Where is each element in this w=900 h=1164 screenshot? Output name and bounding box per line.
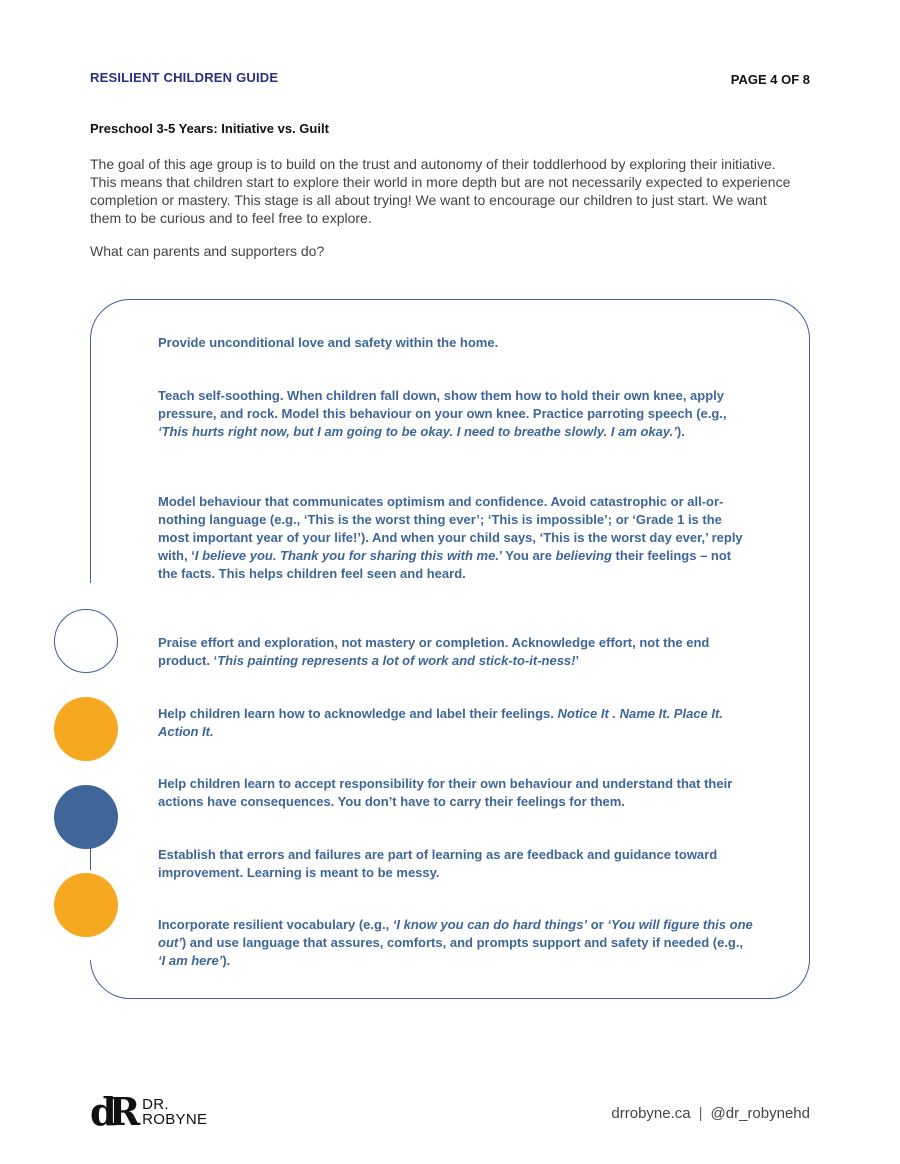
tip-text: ’ [575, 653, 580, 668]
tip-item [158, 916, 753, 970]
tip-italic-text: ‘I am here’ [158, 953, 223, 968]
tip-italic-text: ‘I know you can do hard things’ [392, 917, 588, 932]
decorative-circle-blue [54, 785, 118, 849]
decorative-circle-yellow [54, 873, 118, 937]
footer-contact [611, 1105, 810, 1122]
decorative-circle-yellow [54, 697, 118, 761]
tip-item [158, 705, 753, 741]
tip-item [158, 775, 753, 811]
tip-text: ). [222, 953, 231, 968]
tip-text: Provide unconditional love and safety within the home. [158, 335, 499, 350]
tip-text: ) and use language that assures, comforts, and prompts support and safety if needed (e.g., [181, 935, 744, 950]
tip-text: Model behaviour that communicates optimism and confidence. Avoid catastrophic or all-or-nothing language (e.g., ‘This is the worst thing ever’; ‘This is impossible’; or ‘Grade 1 is the most important year of your life!’). And when your child says, ‘This is the worst day ever,’ reply with, ‘ [158, 494, 743, 563]
website-link[interactable]: drrobyne.ca [611, 1105, 691, 1122]
tip-text: Establish that errors and failures are part of learning as are feedback and guidance toward improvement. Learning is meant to be messy. [158, 847, 718, 880]
tip-italic-text: ‘You will figure this one out’ [158, 917, 753, 950]
tip-text: ). [676, 424, 685, 439]
tip-text: Help children learn how to acknowledge and label their feelings. [158, 706, 558, 721]
tip-item [158, 846, 753, 882]
decorative-circle-outline [54, 609, 118, 673]
logo-wordmark [142, 1097, 207, 1127]
tip-text: Help children learn to accept responsibility for their own behaviour and understand that their actions have consequences. You don’t have to carry their feelings for them. [158, 776, 733, 809]
tip-italic-text: This painting represents a lot of work and stick-to-it-ness! [217, 653, 576, 668]
tip-italic-text: believing [555, 548, 612, 563]
tip-text: Teach self-soothing. When children fall down, show them how to hold their own knee, apply pressure, and rock. Model this behaviour on your own knee. Practice parroting speech (e.g., [158, 388, 727, 421]
tip-item [158, 334, 753, 352]
tip-item [158, 493, 753, 583]
tip-text: Incorporate resilient vocabulary (e.g., [158, 917, 393, 932]
page-number: PAGE 4 OF 8 [730, 72, 810, 87]
footer-separator: | [698, 1105, 703, 1122]
tip-italic-text: Notice It . Name It. Place It. Action It. [158, 706, 723, 739]
social-handle[interactable]: @dr_robynehd [710, 1105, 810, 1122]
logo-line-1: DR. [142, 1096, 169, 1113]
tip-text: Praise effort and exploration, not mastery or completion. Acknowledge effort, not the end product. ‘ [158, 635, 710, 668]
tip-text: ’ You are [498, 548, 556, 563]
tip-item [158, 387, 753, 441]
logo-mark: dR [90, 1089, 133, 1134]
section-heading: Preschool 3-5 Years: Initiative vs. Guilt [90, 121, 329, 136]
logo-line-2: ROBYNE [142, 1111, 208, 1128]
tip-italic-text: ‘This hurts right now, but I am going to be okay. I need to breathe slowly. I am okay.’ [158, 424, 677, 439]
tip-item [158, 634, 753, 670]
tip-italic-text: I believe you. Thank you for sharing this with me. [194, 548, 499, 563]
intro-paragraph: The goal of this age group is to build on the trust and autonomy of their toddlerhood by exploring their initiative. This means that children start to explore their world in more depth but are not necessarily expected to experience completion or mastery. This stage is all about trying! We want to encourage our children to just start. We want them to be curious and to feel free to explore. [90, 156, 791, 226]
header-title: RESILIENT CHILDREN GUIDE [90, 70, 279, 85]
tip-text: their feelings – not the facts. This helps children feel seen and heard. [158, 548, 732, 581]
footer-logo [90, 1089, 208, 1134]
question-text: What can parents and supporters do? [90, 243, 325, 259]
tip-text: or [587, 917, 608, 932]
